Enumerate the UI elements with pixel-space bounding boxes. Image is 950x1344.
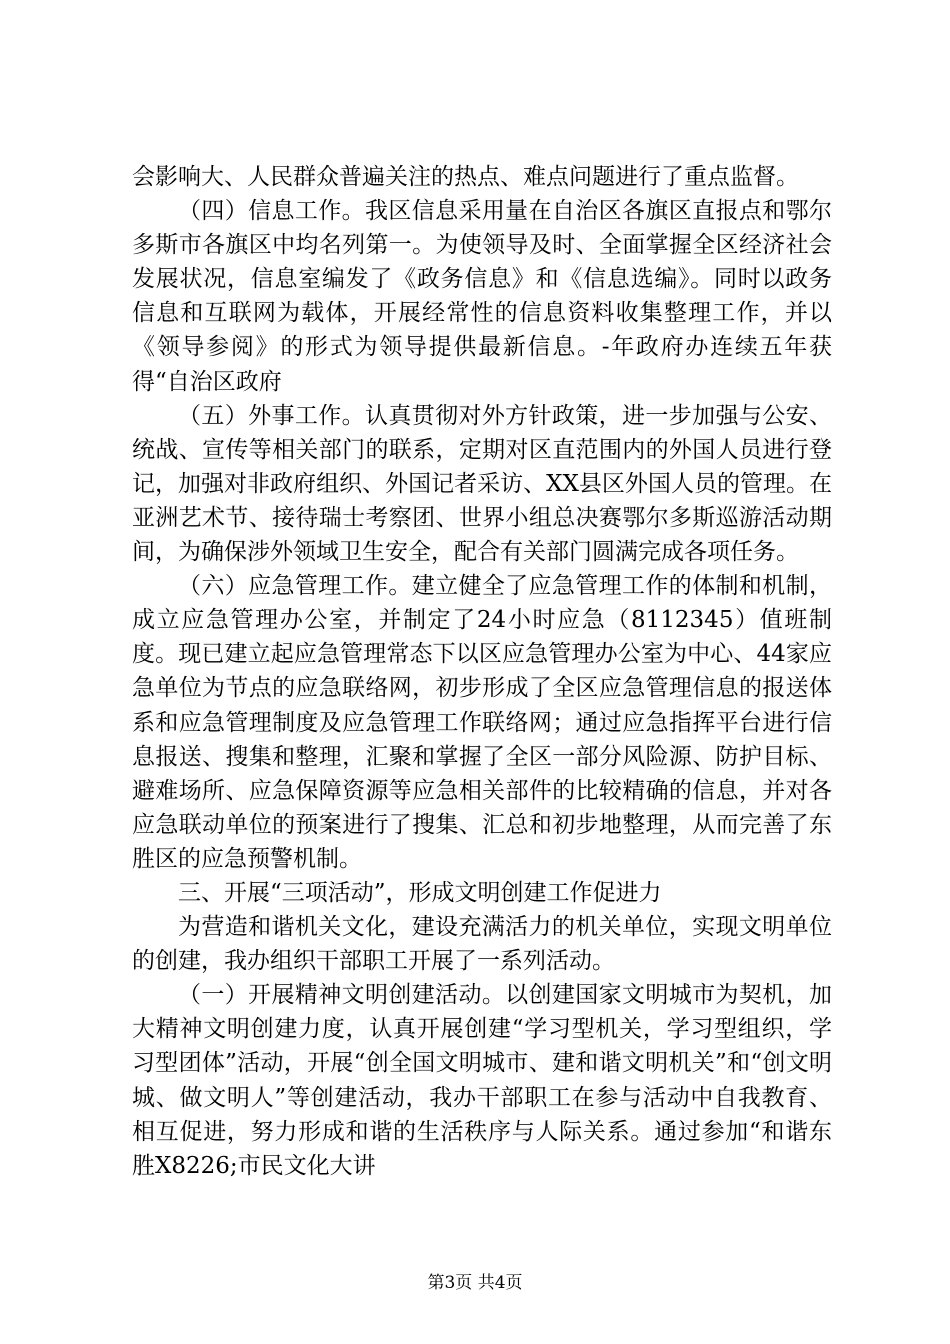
paragraph-emergency-management: （六）应急管理工作。建立健全了应急管理工作的体制和机制，成立应急管理办公室，并制定了24小时应急（8112345）值班制度。现已建立起应急管理常态下以区应急管理办公室为中心、44家应急单位为节点的应急联络网，初步形成了全区应急管理信息的报送体系和应急管理制度及应急管理工作联络网；通过应急指挥平台进行信息报送、搜集和整理，汇聚和掌握了全区一部分风险源、防护目标、避难场所、应急保障资源等应急相关部件的比较精确的信息，并对各应急联动单位的预案进行了搜集、汇总和初步地整理，从而完善了东胜区的应急预警机制。 bbox=[132, 573, 832, 872]
paragraph-spiritual-civilization: （一）开展精神文明创建活动。以创建国家文明城市为契机，加大精神文明创建力度，认真开展创建“学习型机关，学习型组织，学习型团体”活动，开展“创全国文明城市、建和谐文明机关”和“创文明城、做文明人”等创建活动，我办干部职工在参与活动中自我教育、相互促进，努力形成和谐的生活秩序与人际关系。通过参加“和谐东胜X8226;市民文化大讲 bbox=[132, 982, 832, 1179]
document-body bbox=[132, 160, 832, 1183]
page-number-footer: 第3页 共4页 bbox=[427, 1273, 523, 1293]
paragraph-foreign-affairs: （五）外事工作。认真贯彻对外方针政策，进一步加强与公安、统战、宣传等相关部门的联系，定期对区直范围内的外国人员进行登记，加强对非政府组织、外国记者采访、XX县区外国人员的管理。在亚洲艺术节、接待瑞士考察团、世界小组总决赛鄂尔多斯巡游活动期间，为确保涉外领域卫生安全，配合有关部门圆满完成各项任务。 bbox=[132, 402, 832, 566]
section-heading-three: 三、开展“三项活动”，形成文明创建工作促进力 bbox=[178, 879, 662, 906]
paragraph-section-intro: 为营造和谐机关文化，建设充满活力的机关单位，实现文明单位的创建，我办组织干部职工开展了一系列活动。 bbox=[132, 914, 832, 975]
paragraph-information-work: （四）信息工作。我区信息采用量在自治区各旗区直报点和鄂尔多斯市各旗区中均名列第一。为使领导及时、全面掌握全区经济社会发展状况，信息室编发了《政务信息》和《信息选编》。同时以政务信息和互联网为载体，开展经常性的信息资料收集整理工作，并以《领导参阅》的形式为领导提供最新信息。-年政府办连续五年获得“自治区政府 bbox=[132, 198, 832, 395]
paragraph-continuation: 会影响大、人民群众普遍关注的热点、难点问题进行了重点监督。 bbox=[132, 164, 799, 190]
